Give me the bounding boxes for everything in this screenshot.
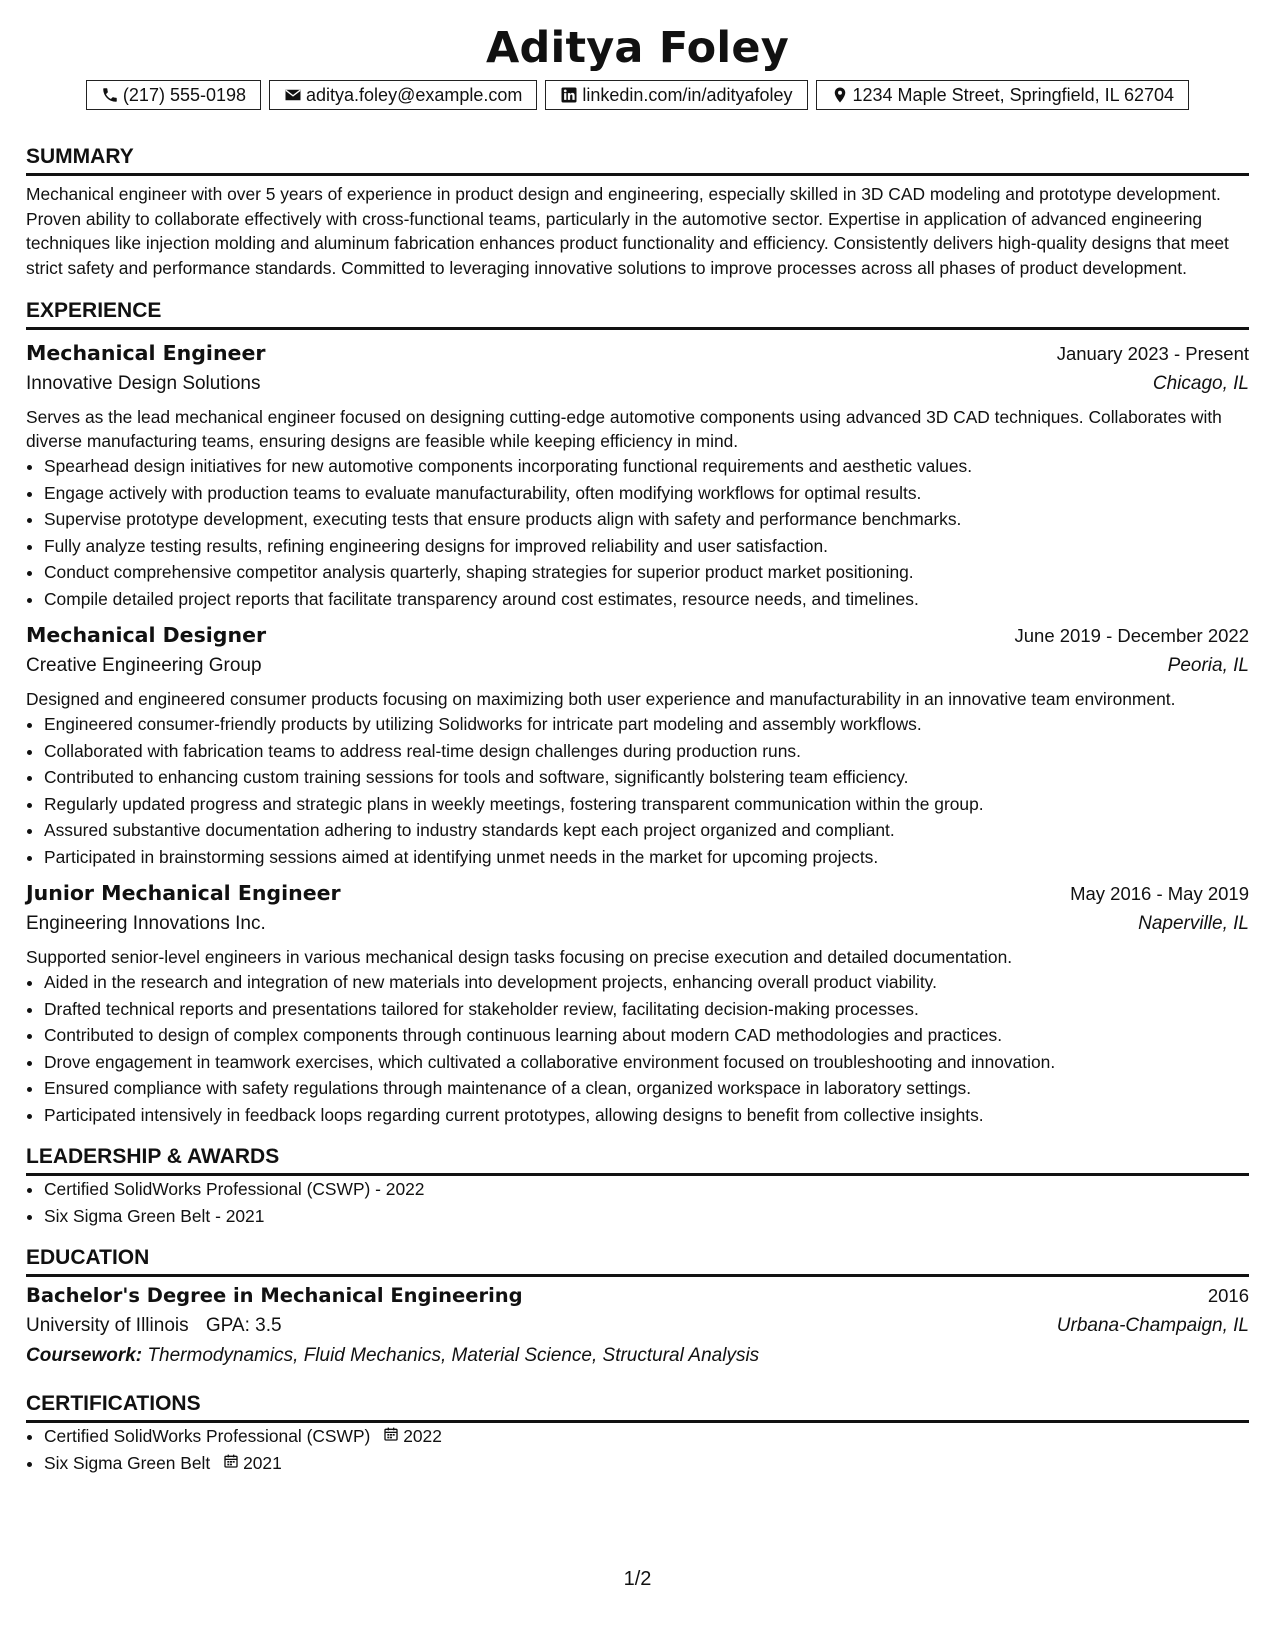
graduation-year: 2016 — [1207, 1285, 1249, 1306]
list-item: • Collaborated with fabrication teams to address real-time design challenges during production runs. — [44, 738, 1249, 765]
list-item: • Fully analyze testing results, refining engineering designs for improved reliability and user satisfaction. — [44, 533, 1249, 560]
education-section — [26, 1245, 1249, 1371]
leadership-list — [26, 1176, 1249, 1229]
school-location: Urbana-Champaign, IL — [1056, 1315, 1249, 1336]
contact-address[interactable] — [816, 80, 1190, 110]
contact-phone[interactable] — [86, 80, 261, 110]
summary-text: Mechanical engineer with over 5 years of experience in product design and engineering, especially skilled in 3D CAD modeling and prototype development. Proven ability to collaborate effectively with cross-functional teams, particularly in the automotive sector. Expertise in application of advanced engineering techniques like injection molding and aluminum fabrication enhances product functionality and efficiency. Consistently delivers high-quality designs that meet strict safety and performance standards. Committed to leveraging innovative solutions to improve processes across all phases of product development. — [26, 184, 1229, 278]
cert-year: 2022 — [403, 1426, 442, 1446]
calendar-icon — [223, 1450, 239, 1477]
list-item: • Supervise prototype development, executing tests that ensure products align with safety and performance benchmarks. — [44, 506, 1249, 533]
list-item: • Drafted technical reports and presentations tailored for stakeholder review, facilitating decision-making processes. — [44, 996, 1249, 1023]
address-text: 1234 Maple Street, Springfield, IL 62704 — [852, 85, 1175, 105]
job-company: Innovative Design Solutions — [26, 373, 261, 394]
list-item — [44, 1450, 1249, 1477]
list-item: • Contributed to enhancing custom training sessions for tools and software, significantly bolstering team efficiency. — [44, 764, 1249, 791]
gpa: GPA: 3.5 — [205, 1315, 282, 1336]
job-bullets — [26, 969, 1249, 1128]
job-company: Creative Engineering Group — [26, 655, 262, 676]
job-location: Chicago, IL — [1152, 373, 1249, 394]
cert-year: 2021 — [243, 1452, 282, 1473]
list-item: • Spearhead design initiatives for new automotive components incorporating functional requirements and aesthetic values. — [44, 453, 1249, 480]
leadership-section — [26, 1144, 1249, 1229]
list-item: • Engineered consumer-friendly products by utilizing Solidworks for intricate part modeling and assembly workflows. — [44, 711, 1249, 738]
job-bullets — [26, 711, 1249, 870]
cert-name: Six Sigma Green Belt — [44, 1452, 211, 1473]
job-title: Mechanical Engineer — [26, 341, 266, 365]
job-title: Junior Mechanical Engineer — [26, 881, 341, 905]
list-item: • Certified SolidWorks Professional (CSWP) - 2022 — [44, 1176, 1249, 1203]
job-title: Mechanical Designer — [26, 623, 267, 647]
list-item: • Aided in the research and integration of new materials into development projects, enhancing overall product viability. — [44, 969, 1249, 996]
certifications-section — [26, 1391, 1249, 1476]
job-entry — [26, 878, 1249, 1128]
email-text: aditya.foley@example.com — [306, 85, 523, 105]
job-dates: May 2016 - May 2019 — [1070, 883, 1249, 904]
degree-name: Bachelor's Degree in Mechanical Engineering — [26, 1284, 523, 1307]
phone-icon — [101, 86, 119, 104]
cert-name: Certified SolidWorks Professional (CSWP) — [44, 1426, 371, 1446]
job-bullets — [26, 453, 1249, 612]
coursework-label: Coursework: — [26, 1345, 143, 1366]
candidate-name: Aditya Foley — [486, 23, 789, 73]
map-pin-icon — [831, 86, 849, 104]
contact-email[interactable] — [269, 80, 537, 110]
linkedin-icon — [560, 86, 578, 104]
coursework — [26, 1341, 1249, 1371]
list-item: • Assured substantive documentation adhering to industry standards kept each project organized and compliant. — [44, 817, 1249, 844]
list-item: • Contributed to design of complex components through continuous learning about modern CAD methodologies and practices. — [44, 1022, 1249, 1049]
section-title-education: EDUCATION — [26, 1245, 1249, 1277]
school-name: University of Illinois — [26, 1315, 189, 1336]
section-title-leadership: LEADERSHIP & AWARDS — [26, 1144, 1249, 1176]
job-dates: January 2023 - Present — [1056, 343, 1249, 364]
job-description: Designed and engineered consumer products focusing on maximizing both user experience and manufacturability in an innovative team environment. — [26, 689, 1176, 709]
list-item: • Ensured compliance with safety regulations through maintenance of a clean, organized workspace in laboratory settings. — [44, 1075, 1249, 1102]
list-item: • Six Sigma Green Belt - 2021 — [44, 1203, 1249, 1230]
section-title-summary: SUMMARY — [26, 144, 1249, 176]
envelope-icon — [284, 86, 302, 104]
job-company: Engineering Innovations Inc. — [26, 913, 266, 934]
job-description: Supported senior-level engineers in various mechanical design tasks focusing on precise execution and detailed documentation. — [26, 947, 1013, 967]
job-entry — [26, 338, 1249, 612]
section-title-certifications: CERTIFICATIONS — [26, 1391, 1249, 1423]
job-entry — [26, 620, 1249, 870]
coursework-list: Thermodynamics, Fluid Mechanics, Material Science, Structural Analysis — [147, 1345, 760, 1366]
job-dates: June 2019 - December 2022 — [1014, 625, 1249, 646]
list-item: • Drove engagement in teamwork exercises, which cultivated a collaborative environment focused on troubleshooting and innovation. — [44, 1049, 1249, 1076]
list-item: • Conduct comprehensive competitor analysis quarterly, shaping strategies for superior product market positioning. — [44, 559, 1249, 586]
phone-text: (217) 555-0198 — [122, 85, 247, 105]
certifications-list — [26, 1423, 1249, 1476]
job-location: Peoria, IL — [1167, 655, 1249, 676]
contact-linkedin[interactable] — [545, 80, 807, 110]
page-number: 1/2 — [623, 1568, 652, 1590]
list-item: • Participated in brainstorming sessions aimed at identifying unmet needs in the market for upcoming projects. — [44, 844, 1249, 871]
job-location: Naperville, IL — [1138, 913, 1249, 934]
linkedin-text: linkedin.com/in/adityafoley — [582, 85, 793, 105]
summary-section — [26, 144, 1249, 280]
list-item: • Participated intensively in feedback loops regarding current prototypes, allowing designs to benefit from collective insights. — [44, 1102, 1249, 1129]
section-title-experience: EXPERIENCE — [26, 298, 1249, 330]
contact-bar — [26, 80, 1249, 110]
experience-section — [26, 298, 1249, 1128]
list-item — [44, 1423, 1249, 1450]
list-item: • Compile detailed project reports that facilitate transparency around cost estimates, resource needs, and timelines. — [44, 586, 1249, 613]
list-item: • Regularly updated progress and strategic plans in weekly meetings, fostering transparent communication within the group. — [44, 791, 1249, 818]
calendar-icon — [383, 1423, 399, 1450]
job-description: Serves as the lead mechanical engineer focused on designing cutting-edge automotive components using advanced 3D CAD techniques. Collaborates with diverse manufacturing teams, ensuring designs are feasible while keeping efficiency in mind. — [26, 407, 1222, 451]
list-item: • Engage actively with production teams to evaluate manufacturability, often modifying workflows for optimal results. — [44, 480, 1249, 507]
